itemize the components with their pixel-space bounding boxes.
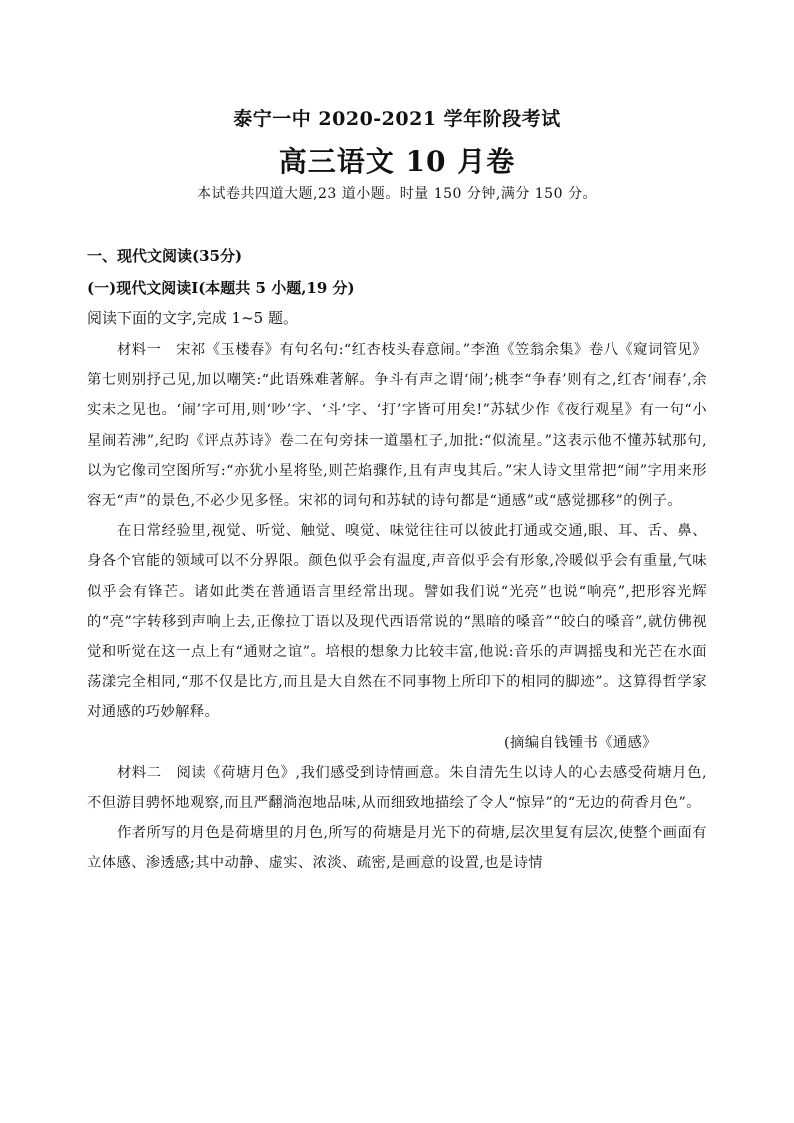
reading-passage <box>87 335 707 879</box>
exam-paper-title: 高三语文 10 月卷 <box>278 145 516 178</box>
section-heading: 一、现代文阅读(35分) <box>87 247 243 265</box>
reading-instruction: 阅读下面的文字,完成 1~5 题。 <box>87 309 298 327</box>
passage-paragraph-material-2: 材料二 阅读《荷塘月色》,我们感受到诗情画意。朱自清先生以诗人的心去感受荷塘月色,不但游目骋怀地观察,而且严翻淌泡地品味,从而细致地描绘了令人“惊异”的“无边的荷香月色”。 <box>87 764 707 812</box>
subsection-heading: (一)现代文阅读Ⅰ(本题共 5 小题,19 分) <box>87 279 355 297</box>
exam-instructions-note: 本试卷共四道大题,23 道小题。时量 150 分钟,满分 150 分。 <box>197 186 597 202</box>
passage-paragraph-material-1: 材料一 宋祁《玉楼春》有句名句:“红杏枝头春意闹。”李渔《笠翁余集》卷八《窥词管见》第七则别抒己见,加以嘲笑:“此语殊难著解。争斗有声之谓‘闹’;桃李“争春’则有之,红杏‘闹春’,余实未之见也。‘闹’字可用,则‘吵’字、‘斗’字、‘打’字皆可用矣!”苏轼少作《夜行观星》有一句“小星闹若沸”,纪昀《评点苏诗》卷二在句旁抹一道墨杠子,加批:“似流星。”这表示他不懂苏轼那句,以为它像司空图所写:“亦犹小星将坠,则芒焰骤作,且有声曳其后。”宋人诗文里常把“闹”字用来形容无“声”的景色,不必少见多怪。宋祁的词句和苏轼的诗句都是“通感”或“感觉挪移”的例子。 <box>87 342 707 510</box>
passage-paragraph: 在日常经验里,视觉、听觉、触觉、嗅觉、味觉往往可以彼此打通或交通,眼、耳、舌、鼻、身各个官能的领域可以不分界限。颜色似乎会有温度,声音似乎会有形象,冷暖似乎会有重量,气味似乎会有锋芒。诸如此类在普通语言里经常出现。譬如我们说“光亮”也说“响亮”,把形容光辉的“亮”字转移到声响上去,正像拉丁语以及现代西语常说的“黑暗的嗓音”“皎白的嗓音”,就仿佛视觉和听觉在这一点上有“通财之谊”。培根的想象力比较丰富,他说:音乐的声调摇曳和光芒在水面荡漾完全相同,“那不仅是比方,而且是大自然在不同事物上所印下的相同的脚迹”。这算得哲学家对通感的巧妙解释。 <box>87 523 707 721</box>
passage-source-citation: (摘编自钱锺书《通感》 <box>504 734 657 751</box>
passage-paragraph: 作者所写的月色是荷塘里的月色,所写的荷塘是月光下的荷塘,层次里复有层次,使整个画面有立体感、渗透感;其中动静、虚实、浓淡、疏密,是画意的设置,也是诗情 <box>87 825 707 872</box>
school-exam-title: 泰宁一中 2020-2021 学年阶段考试 <box>233 108 561 130</box>
